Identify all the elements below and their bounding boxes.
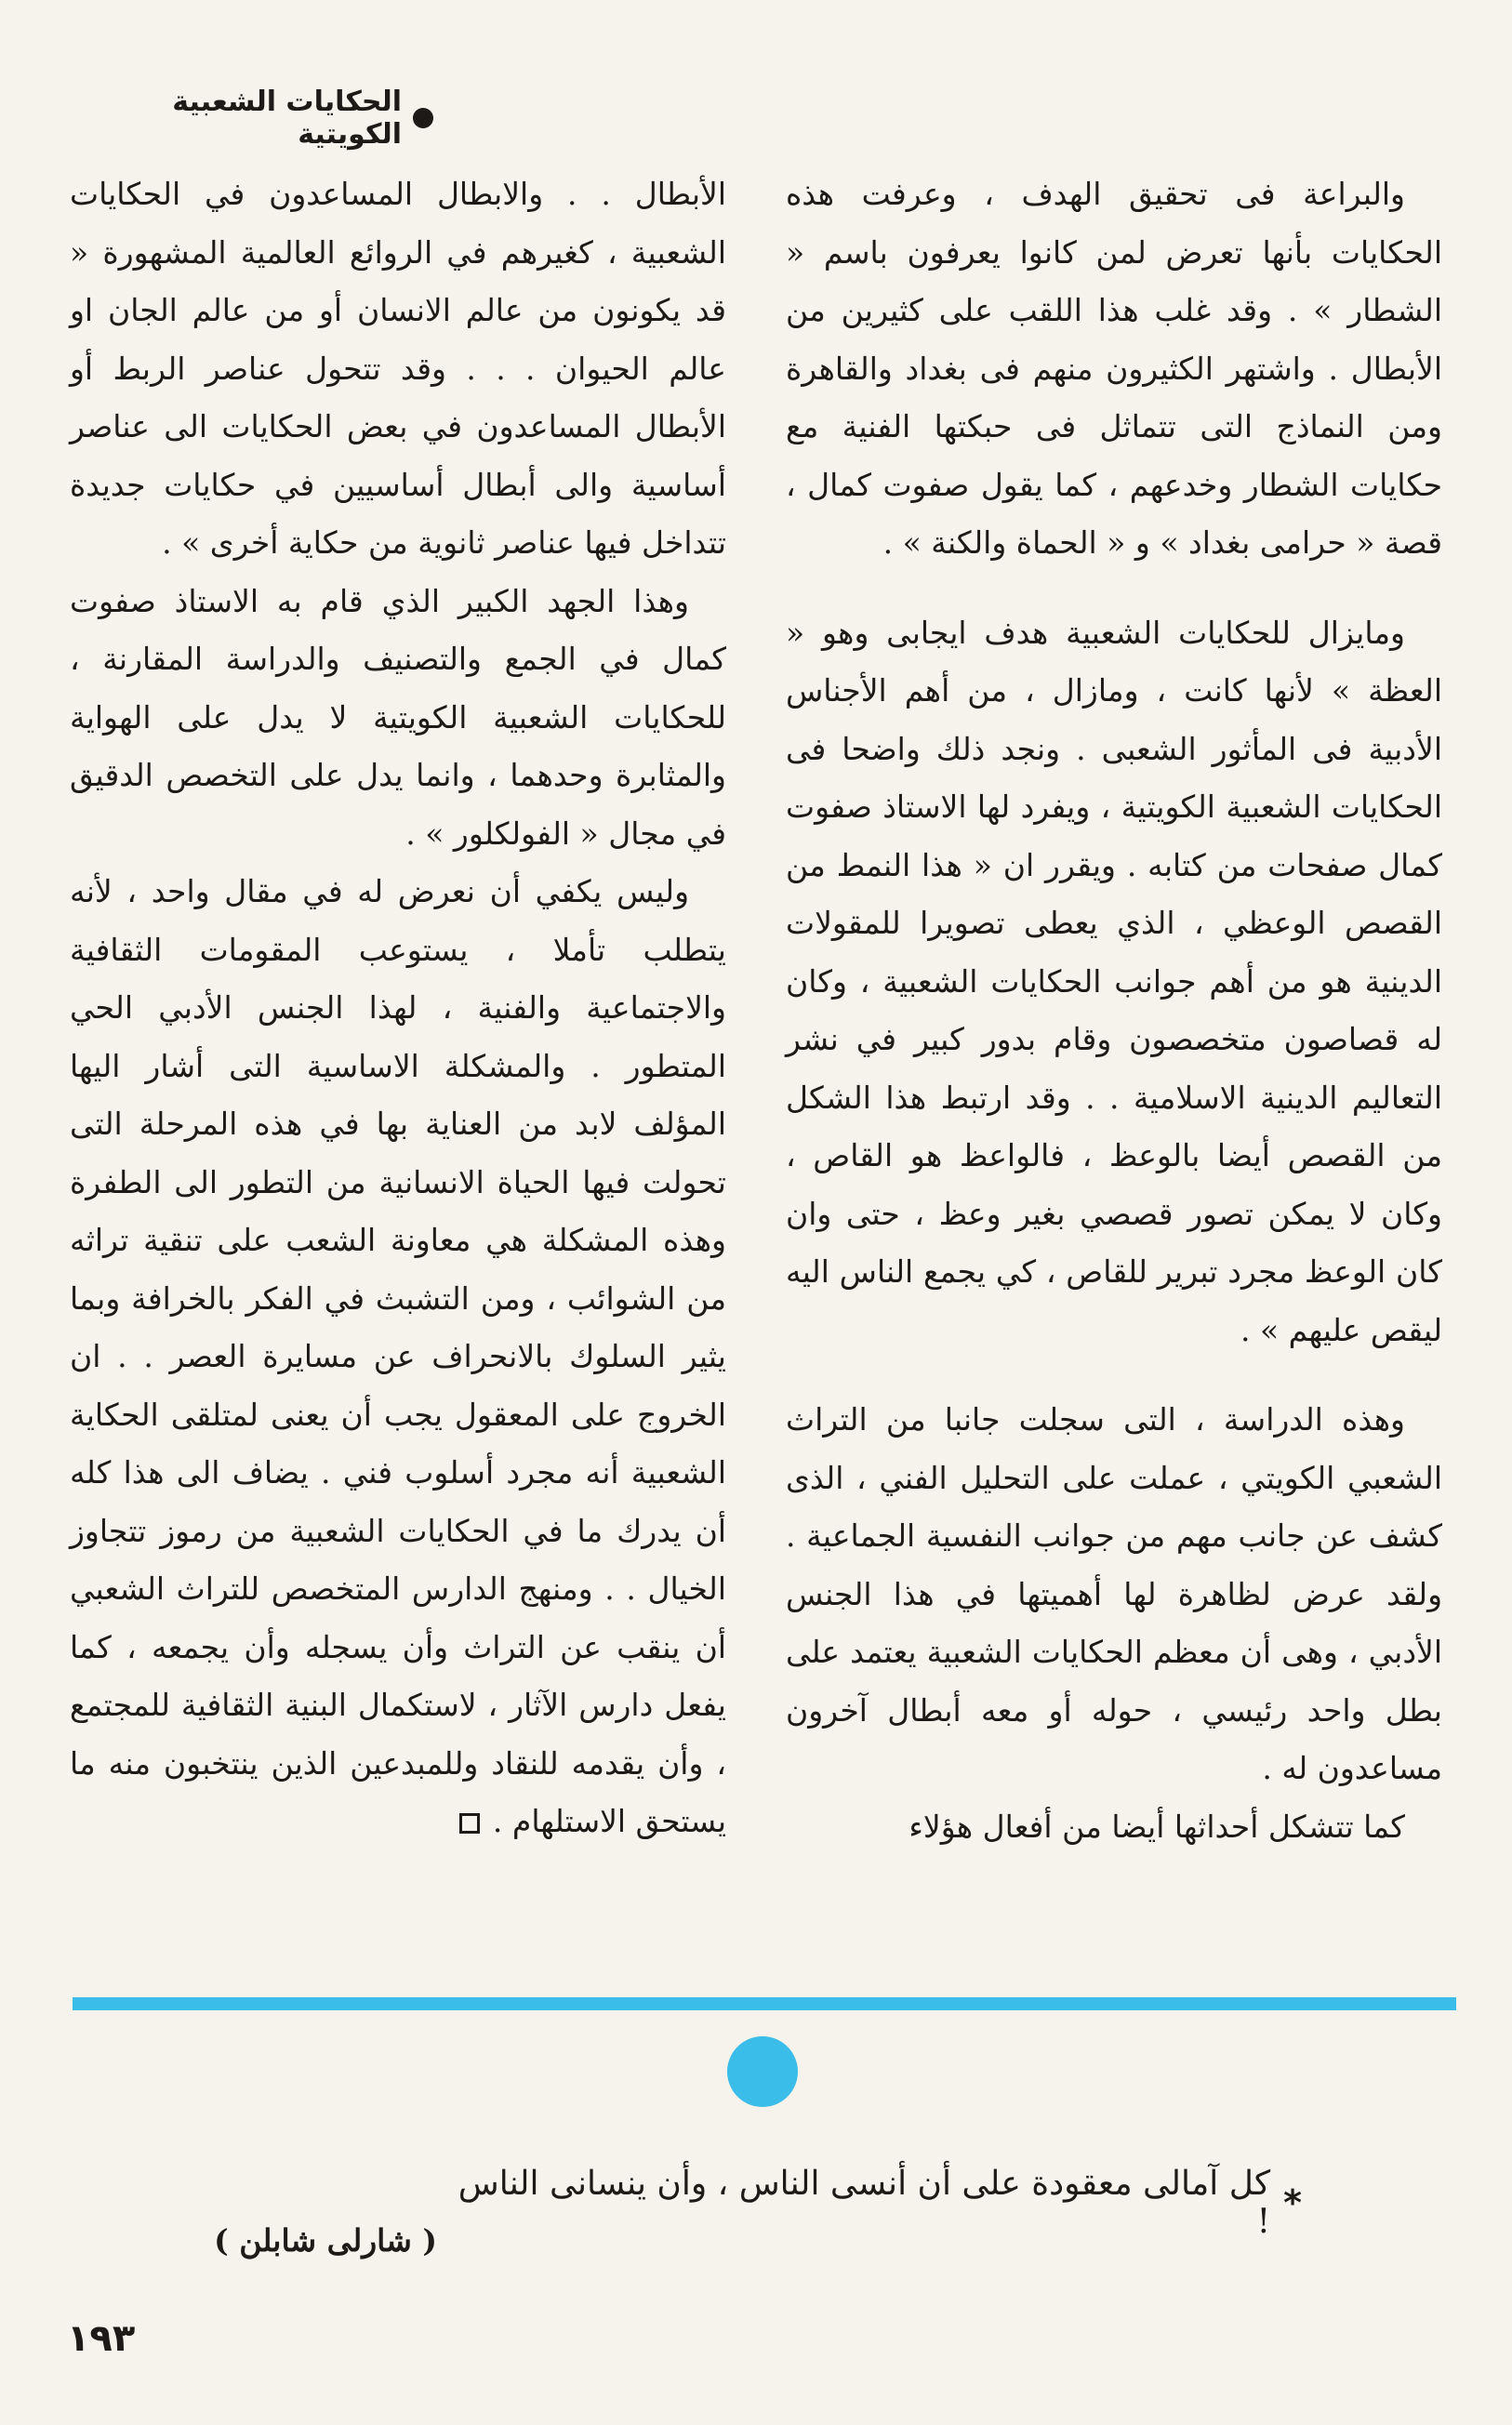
left-paragraph-3 xyxy=(70,863,726,1851)
blue-divider xyxy=(73,1997,1456,2010)
blue-circle-ornament xyxy=(727,2036,798,2107)
quote-text: كل آمالى معقودة على أن أنسى الناس ، وأن ينسانى الناس ! xyxy=(458,2165,1271,2241)
end-square-icon xyxy=(459,1813,480,1834)
asterisk-icon: * xyxy=(1283,2182,1302,2223)
quote-author: ( شارلى شابلن ) xyxy=(214,2222,437,2259)
left-paragraph-2: وهذا الجهد الكبير الذي قام به الاستاذ صفوت كمال في الجمع والتصنيف والدراسة المقارنة ، للحكايات الشعبية الكويتية لا يدل على الهواية والمثابرة وحدهما ، وانما يدل على التخصص الدقيق في مجال « الفولكلور » . xyxy=(70,582,726,852)
quote xyxy=(446,2165,1302,2241)
page-number: ١٩٣ xyxy=(67,2317,136,2360)
running-header xyxy=(65,86,433,151)
right-paragraph-2: ومايزال للحكايات الشعبية هدف ايجابى وهو « العظة » لأنها كانت ، ومازال ، من أهم الأجناس الأدبية فى المأثور الشعبى . ونجد ذلك واضحا فى الحكايات الشعبية الكويتية ، ويفرد لها الاستاذ صفوت كمال صفحات من كتابه . ويقرر ان « هذا النمط من القصص الوعظي ، الذي يعطى تصويرا للمقولات الدينية هو من أهم جوانب الحكايات الشعبية ، وكان له قصاصون متخصصون وقام بدور كبير في نشر التعاليم الدينية الاسلامية . . وقد ارتبط هذا الشكل من القصص أيضا بالوعظ ، فالواعظ هو القاص ، وكان لا يمكن تصور قصصي بغير وعظ ، حتى وان كان الوعظ مجرد تبرير للقاص ، كي يجمع الناس اليه ليقص عليهم » . xyxy=(786,614,1442,1348)
right-paragraph-1: والبراعة فى تحقيق الهدف ، وعرفت هذه الحكايات بأنها تعرض لمن كانوا يعرفون باسم « الشطار » . وقد غلب هذا اللقب على كثيرين من الأبطال . واشتهر الكثيرون منهم فى بغداد والقاهرة ومن النماذج التى تتماثل فى حبكتها الفنية مع حكايات الشطار وخدعهم ، كما يقول صفوت كمال ، قصة « حرامى بغداد » و « الحماة والكنة » . xyxy=(786,176,1442,561)
left-paragraph-1: الأبطال . . والابطال المساعدون في الحكايات الشعبية ، كغيرهم في الروائع العالمية المشهورة « قد يكونون من عالم الانسان أو من عالم الجان او عالم الحيوان . . . وقد تتحول عناصر الربط أو الأبطال المساعدون في بعض الحكايات الى عناصر أساسية والى أبطال أساسيين في حكايات جديدة تتداخل فيها عناصر ثانوية من حكاية أخرى » . xyxy=(70,176,726,561)
right-column xyxy=(786,166,1442,1856)
left-column xyxy=(70,166,726,1851)
left-paragraph-3-text: وليس يكفي أن نعرض له في مقال واحد ، لأنه يتطلب تأملا ، يستوعب المقومات الثقافية والاجتماعية والفنية ، لهذا الجنس الأدبي الحي المتطور . والمشكلة الاساسية التى أشار اليها المؤلف لابد من العناية بها في هذه المرحلة التى تحولت فيها الحياة الانسانية من التطور الى الطفرة وهذه المشكلة هي معاونة الشعب على تنقية تراثه من الشوائب ، ومن التشبث في الفكر بالخرافة وبما يثير السلوك بالانحراف عن مسايرة العصر . . ان الخروج على المعقول يجب أن يعنى لمتلقى الحكاية الشعبية أنه مجرد أسلوب فني . يضاف الى هذا كله أن يدرك ما في الحكايات الشعبية من رموز تتجاوز الخيال . . ومنهج الدارس المتخصص للتراث الشعبي أن ينقب عن التراث وأن يسجله وأن يجمعه ، كما يفعل دارس الآثار ، لاستكمال البنية الثقافية للمجتمع ، وأن يقدمه للنقاد وللمبدعين الذين ينتخبون منه ما يستحق الاستلهام . xyxy=(70,873,726,1839)
running-title: الحكايات الشعبية الكويتية xyxy=(172,86,402,151)
right-paragraph-3: وهذه الدراسة ، التى سجلت جانبا من التراث الشعبي الكويتي ، عملت على التحليل الفني ، الذى كشف عن جانب مهم من جوانب النفسية الجماعية . ولقد عرض لظاهرة لها أهميتها في هذا الجنس الأدبي ، وهى أن معظم الحكايات الشعبية يعتمد على بطل واحد رئيسي ، حوله أو معه أبطال آخرون مساعدون له . xyxy=(786,1401,1442,1786)
right-paragraph-4: كما تتشكل أحداثها أيضا من أفعال هؤلاء xyxy=(909,1808,1405,1845)
bullet-icon xyxy=(413,108,433,128)
